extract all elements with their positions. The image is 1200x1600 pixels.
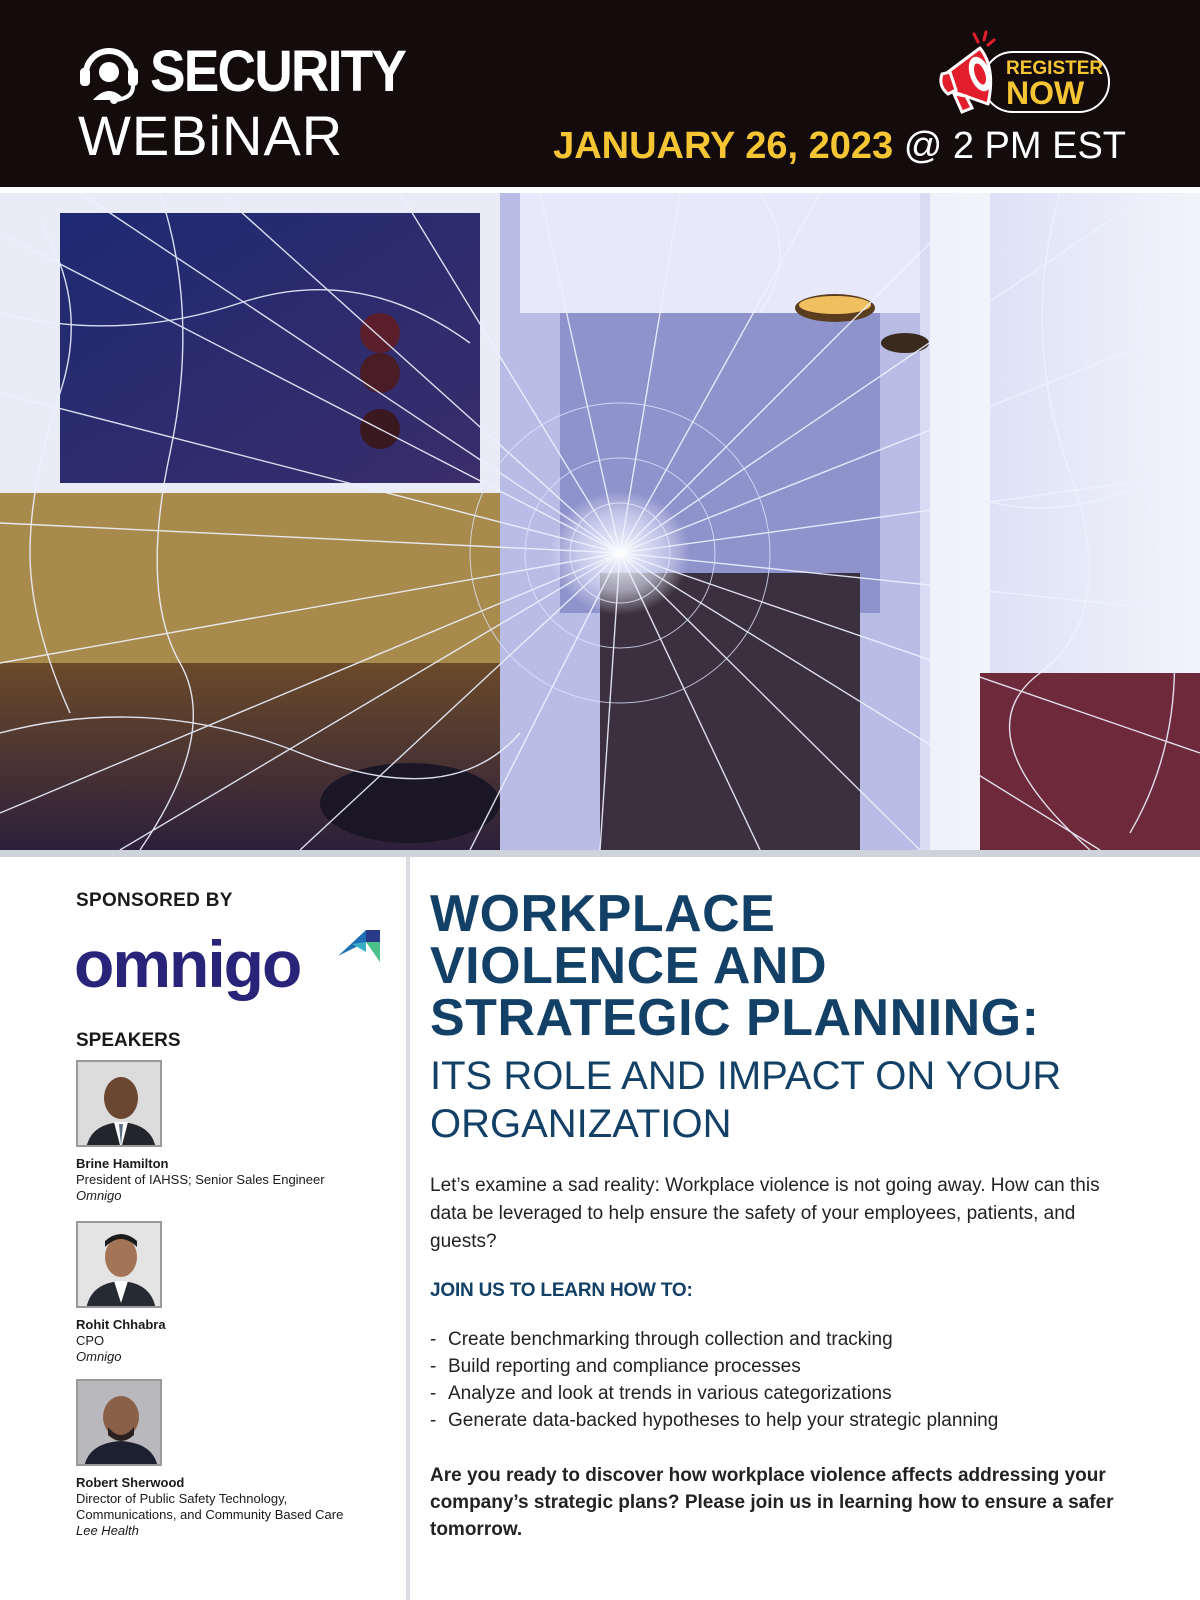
event-time: @ 2 PM EST [893, 125, 1126, 167]
list-item: - Build reporting and compliance processes [430, 1356, 801, 1377]
learn-heading: JOIN US TO LEARN HOW TO: [430, 1280, 693, 1301]
title-line: STRATEGIC PLANNING: [430, 989, 1040, 1047]
speaker-org: Lee Health [76, 1523, 139, 1538]
now-label: NOW [1006, 75, 1085, 111]
list-item-text: Analyze and look at trends in various categorizations [448, 1383, 892, 1404]
omnigo-triangle-icon [338, 930, 380, 962]
intro-paragraph: Let’s examine a sad reality: Workplace violence is not going away. How can this data be leveraged to help ensure the safety of your employees, patients, and guests? [430, 1175, 1100, 1252]
speaker-title [76, 1333, 386, 1365]
header-banner [0, 0, 1200, 187]
closing-paragraph: Are you ready to discover how workplace violence affects addressing your company’s strategic plans? Please join us in learning how to ensure a safer tomorrow. [430, 1465, 1114, 1540]
speaker-name: Brine Hamilton [76, 1156, 169, 1171]
speaker-photo [76, 1221, 162, 1308]
hero-divider [0, 850, 1200, 857]
speaker-avatar-icon [78, 1381, 162, 1466]
speaker-title [76, 1491, 386, 1539]
speaker-org: Omnigo [76, 1349, 122, 1364]
speaker-photo [76, 1379, 162, 1466]
list-item: - Generate data-backed hypotheses to help your strategic planning [430, 1410, 999, 1431]
register-label: REGISTER [1006, 58, 1104, 79]
title-line: WORKPLACE [430, 885, 776, 943]
event-date: JANUARY 26, 2023 [553, 125, 894, 167]
list-item-text: Create benchmarking through collection and tracking [448, 1329, 893, 1350]
webinar-title [430, 885, 1150, 1047]
shattered-glass-illustration [0, 193, 1200, 850]
omnigo-wordmark: omnigo [74, 927, 301, 1001]
speakers-label: SPEAKERS [76, 1030, 181, 1051]
omnigo-logo[interactable] [74, 927, 384, 1002]
speaker-title [76, 1172, 386, 1204]
list-item: - Create benchmarking through collection and tracking [430, 1329, 893, 1350]
logo-webinar-text: WEBiNAR [78, 104, 344, 167]
speaker-photo [76, 1060, 162, 1147]
speaker-title-text: Director of Public Safety Technology, Communications, and Community Based Care [76, 1491, 344, 1522]
sponsored-by-label: SPONSORED BY [76, 890, 233, 911]
speaker-org: Omnigo [76, 1188, 122, 1203]
security-webinar-logo[interactable] [76, 38, 406, 168]
register-now-button[interactable] [934, 26, 1128, 120]
megaphone-icon [934, 26, 1014, 120]
list-item: - Analyze and look at trends in various categorizations [430, 1383, 892, 1404]
event-date-time [553, 124, 1126, 168]
speaker-name: Rohit Chhabra [76, 1317, 166, 1332]
speaker-name: Robert Sherwood [76, 1475, 185, 1490]
headset-person-icon [76, 38, 142, 108]
list-item-text: Generate data-backed hypotheses to help your strategic planning [448, 1410, 999, 1431]
column-divider [406, 857, 410, 1600]
learning-list [430, 1326, 1130, 1434]
speaker-title-text: CPO [76, 1333, 105, 1348]
speaker-title-text: President of IAHSS; Senior Sales Engineer [76, 1172, 325, 1187]
hero-shattered-glass-image [0, 193, 1200, 850]
webinar-subtitle: ITS ROLE AND IMPACT ON YOUR ORGANIZATION [430, 1054, 1062, 1146]
logo-security-text: SECURITY [150, 39, 406, 104]
speaker-avatar-icon [78, 1062, 162, 1147]
speaker-avatar-icon [78, 1223, 162, 1308]
title-line: VIOLENCE AND [430, 937, 827, 995]
list-item-text: Build reporting and compliance processes [448, 1356, 801, 1377]
